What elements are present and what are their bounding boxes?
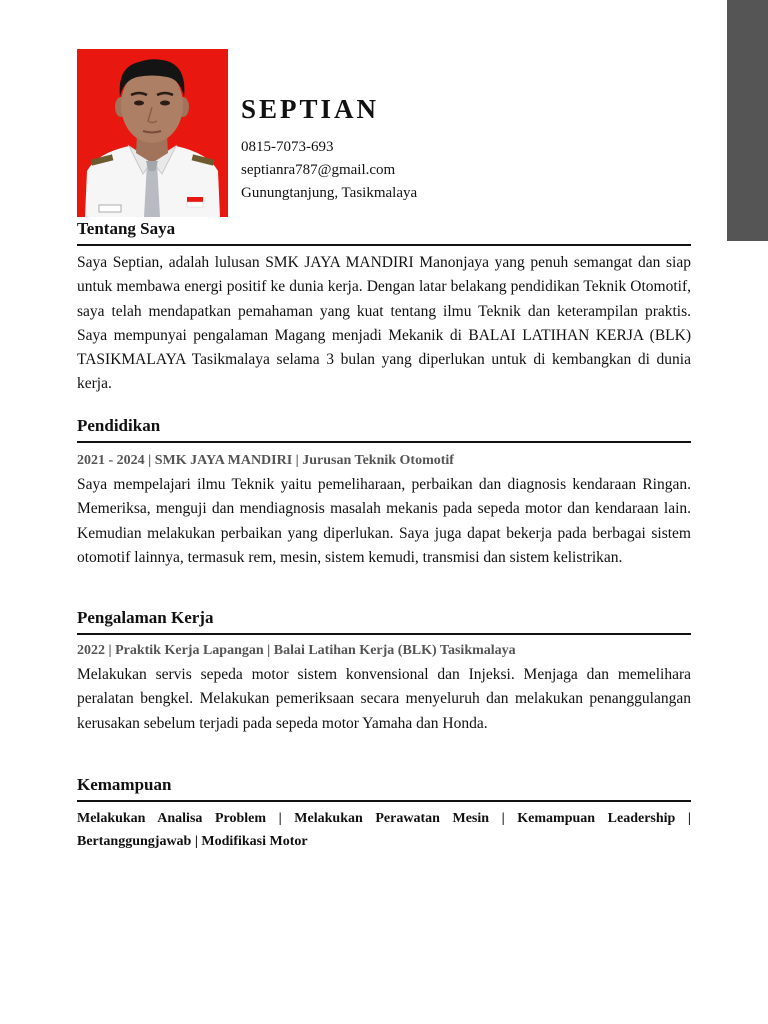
skills-list: Melakukan Analisa Problem | Melakukan Perawatan Mesin | Kemampuan Leadership | Bertanggungjawab | Modifikasi Motor bbox=[77, 811, 691, 849]
profile-photo bbox=[77, 49, 228, 217]
portrait-illustration bbox=[77, 49, 228, 217]
about-heading: Tentang Saya bbox=[77, 218, 691, 246]
candidate-name: SEPTIAN bbox=[241, 94, 380, 124]
education-heading: Pendidikan bbox=[77, 415, 691, 443]
phone-number: 0815-7073-693 bbox=[241, 139, 334, 155]
education-text: Saya mempelajari ilmu Teknik yaitu pemeliharaan, perbaikan dan diagnosis kendaraan Ringan. Memeriksa, menguji dan mendiagnosis masalah mekanis pada sepeda motor dan kendaraan lain. Kemudian melakukan perbaikan yang diperlukan. Saya juga dapat bekerja pada berbagai sistem otomotif lainnya, termasuk rem, mesin, sistem kemudi, transmisi dan sistem kelistrikan. bbox=[77, 476, 691, 566]
experience-text: Melakukan servis sepeda motor sistem konvensional dan Injeksi. Menjaga dan memelihara peralatan bengkel. Melakukan pemeriksaan secara menyeluruh dan melakukan penanggulangan kerusakan sebelum terjadi pada sepeda motor Yamaha dan Honda. bbox=[77, 666, 691, 732]
education-subtitle: 2021 - 2024 | SMK JAYA MANDIRI | Jurusan Teknik Otomotif bbox=[77, 453, 454, 468]
home-address: Gunungtanjung, Tasikmalaya bbox=[241, 185, 418, 201]
experience-heading: Pengalaman Kerja bbox=[77, 607, 691, 635]
experience-subtitle: 2022 | Praktik Kerja Lapangan | Balai Latihan Kerja (BLK) Tasikmalaya bbox=[77, 643, 516, 658]
email-address: septianra787@gmail.com bbox=[241, 162, 396, 178]
skills-heading: Kemampuan bbox=[77, 774, 691, 802]
scrollbar-thumb[interactable] bbox=[727, 0, 768, 241]
about-text: Saya Septian, adalah lulusan SMK JAYA MANDIRI Manonjaya yang penuh semangat dan siap untuk membawa energi positif ke dunia kerja. Dengan latar belakang pendidikan Teknik Otomotif, saya telah mendapatkan pemahaman yang kuat tentang ilmu Teknik dan keterampilan praktis. Saya mempunyai pengalaman Magang menjadi Mekanik di BALAI LATIHAN KERJA (BLK) TASIKMALAYA Tasikmalaya selama 3 bulan yang diperlukan untuk di kembangkan di dunia kerja. bbox=[77, 254, 691, 393]
